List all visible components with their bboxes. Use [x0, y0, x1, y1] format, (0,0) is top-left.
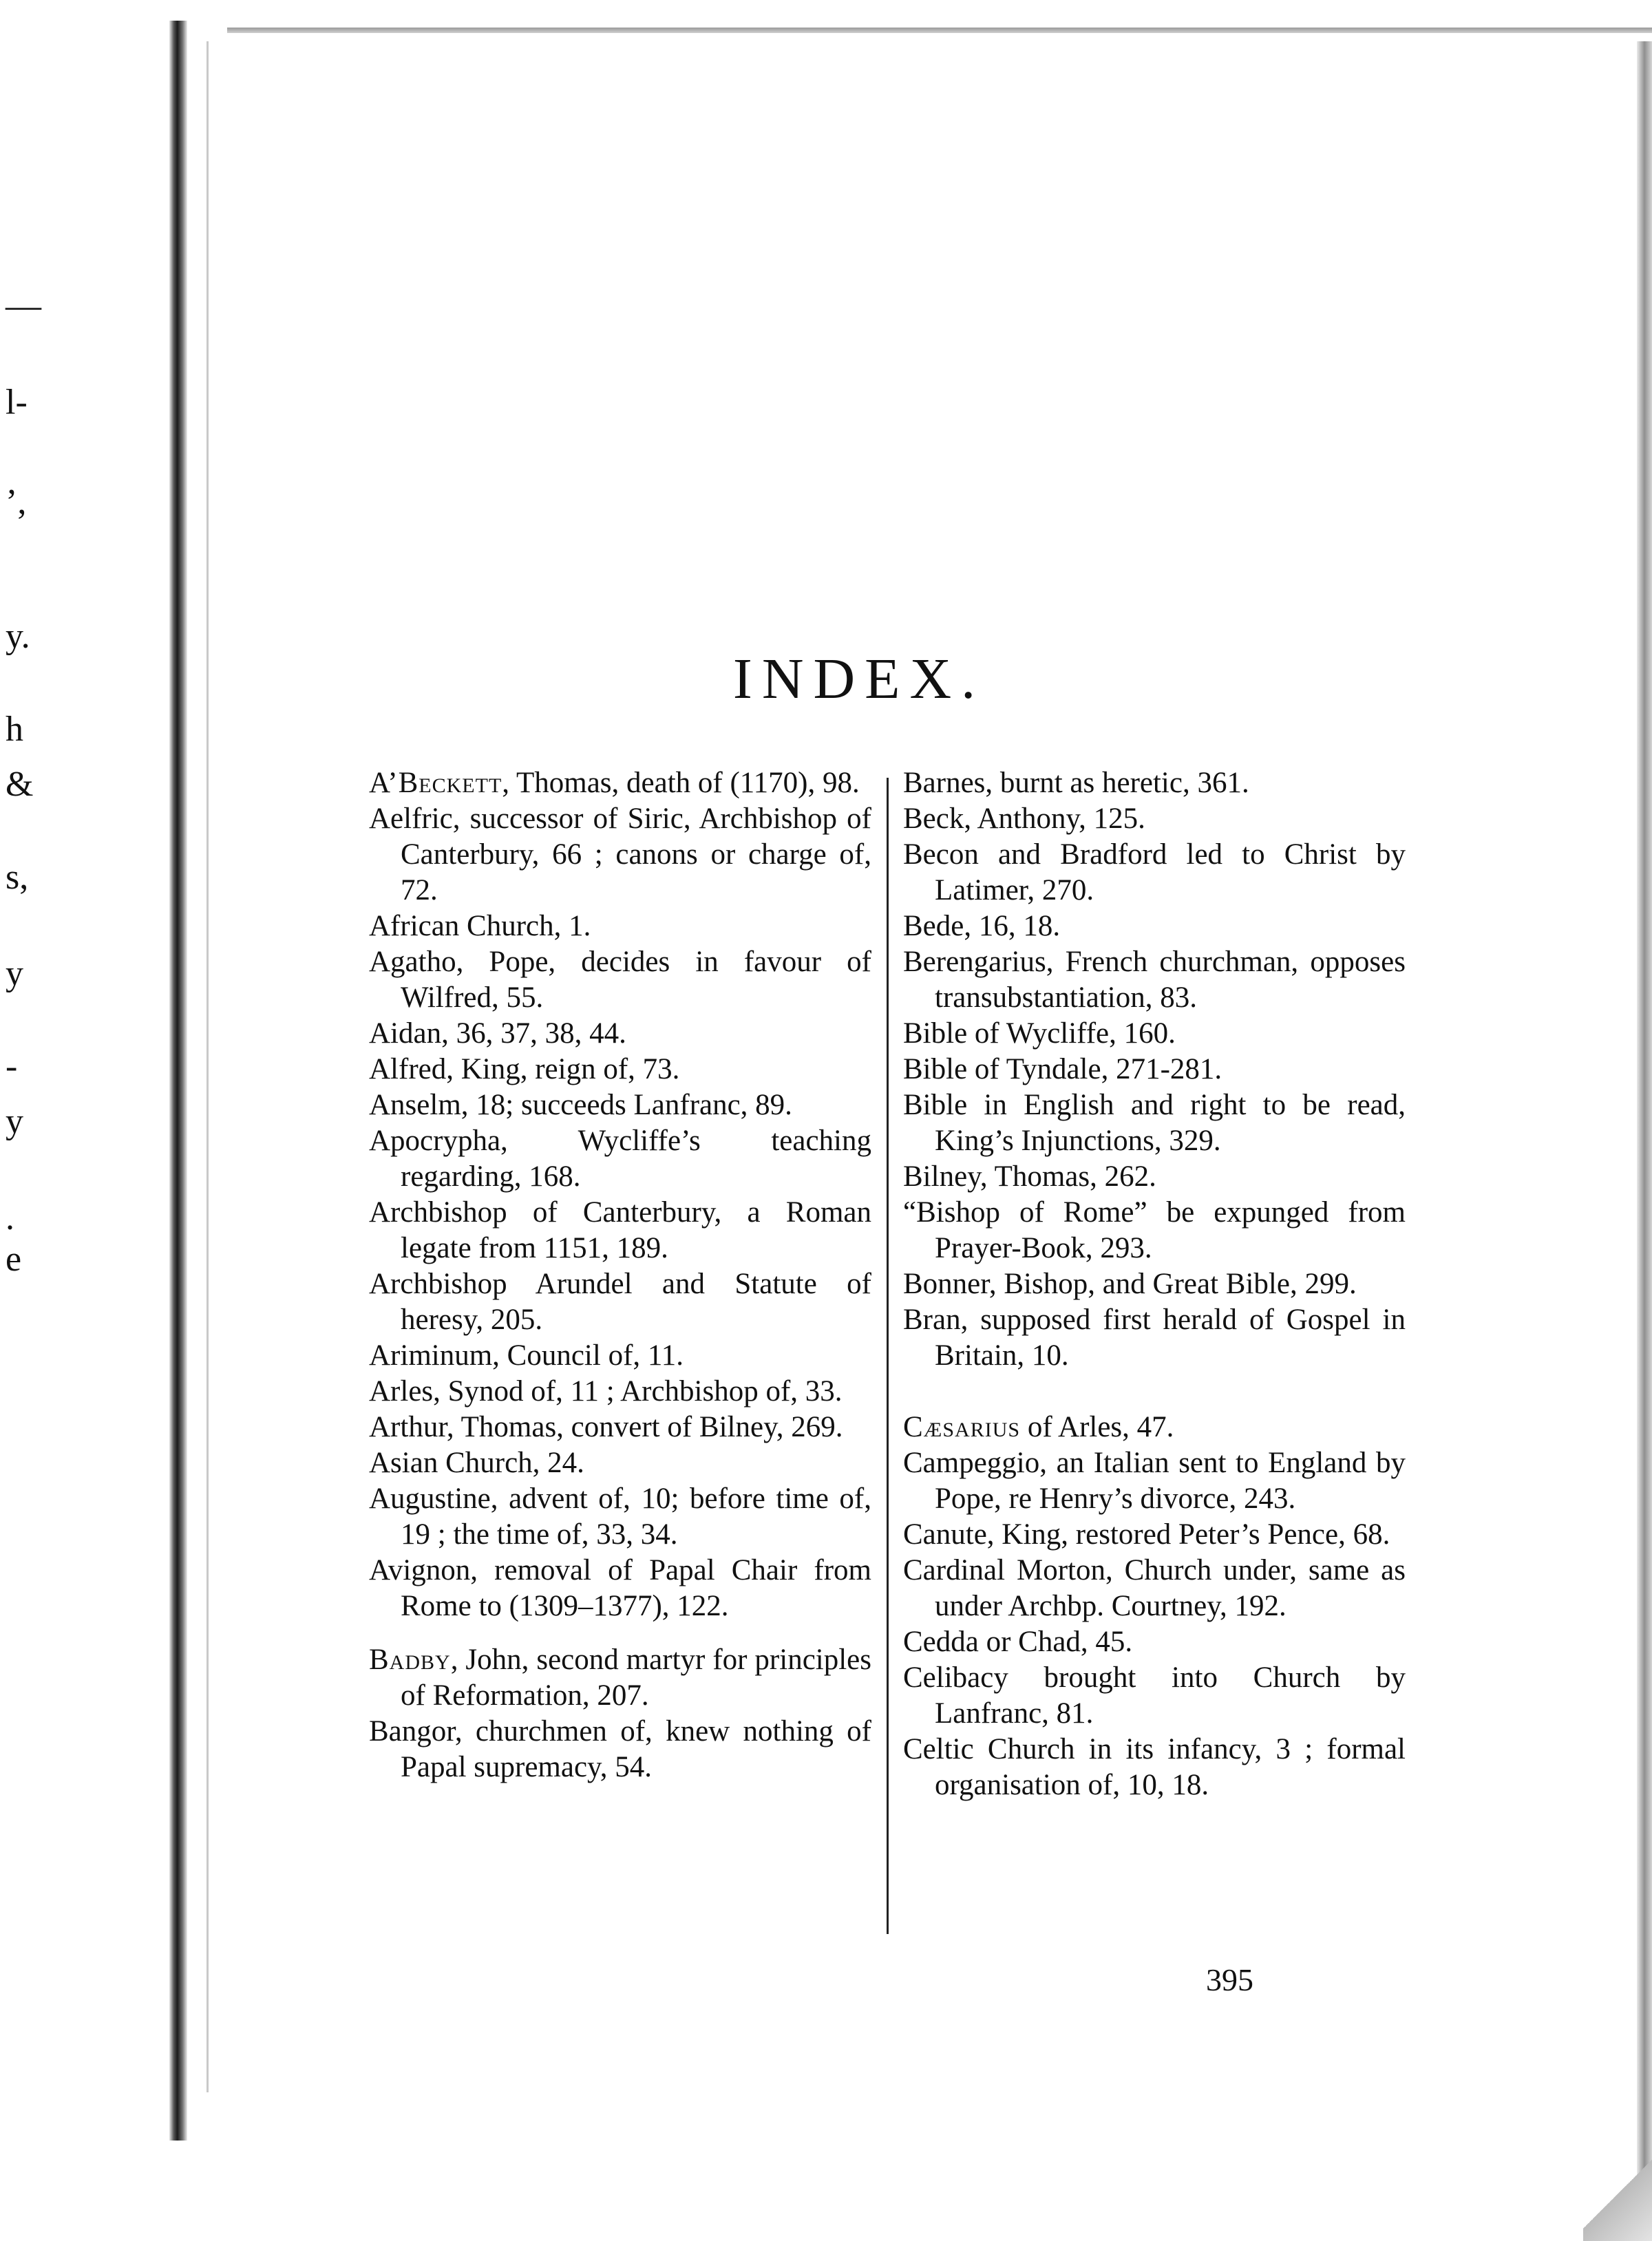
- index-entry: Bangor, churchmen of, knew nothing of Papal supremacy, 54.: [369, 1715, 871, 1783]
- index-entry: Berengarius, French churchman, opposes transubstantiation, 83.: [903, 946, 1406, 1014]
- index-entry: Celibacy brought into Church by Lanfranc, 81.: [903, 1661, 1406, 1730]
- index-entry: Aidan, 36, 37, 38, 44.: [369, 1017, 626, 1050]
- index-entry: [369, 765, 871, 801]
- entry-head: Badby: [369, 1644, 451, 1676]
- margin-fragment: y.: [6, 617, 30, 656]
- index-entry: Barnes, burnt as heretic, 361.: [903, 767, 1249, 799]
- index-entry: Bonner, Bishop, and Great Bible, 299.: [903, 1268, 1357, 1300]
- index-entry: Campeggio, an Italian sent to England by Pope, re Henry’s divorce, 243.: [903, 1447, 1406, 1515]
- page-corner-curl: [1583, 2147, 1652, 2241]
- gutter-line: [206, 41, 209, 2092]
- index-entry: Becon and Bradford led to Christ by Latimer, 270.: [903, 838, 1406, 906]
- page-number: 395: [1206, 1962, 1253, 1997]
- entry-head: A’Beckett: [369, 767, 502, 799]
- index-entry: Agatho, Pope, decides in favour of Wilfred, 55.: [369, 946, 871, 1014]
- index-entry: Bede, 16, 18.: [903, 910, 1061, 942]
- index-entry: “Bishop of Rome” be expunged from Prayer-Book, 293.: [903, 1196, 1406, 1264]
- index-entry: Bible of Tyndale, 271-281.: [903, 1053, 1222, 1085]
- index-entry: Bible in English and right to be read, King’s Injunctions, 329.: [903, 1089, 1406, 1157]
- entry-text: , John, second martyr for principles of Reformation, 207.: [401, 1644, 871, 1712]
- entry-text: , Thomas, death of (1170), 98.: [502, 767, 860, 799]
- margin-fragment: &: [6, 765, 34, 804]
- margin-fragment: -: [6, 1047, 18, 1086]
- index-entry: [369, 1642, 871, 1714]
- index-entry: Apocrypha, Wycliffe’s teaching regarding, 168.: [369, 1125, 871, 1193]
- facing-page-edge: [0, 0, 172, 2241]
- index-entry: Celtic Church in its infancy, 3 ; formal organisation of, 10, 18.: [903, 1733, 1406, 1801]
- margin-fragment: h: [6, 710, 23, 749]
- margin-fragment: ’,: [6, 482, 27, 522]
- index-entry: African Church, 1.: [369, 910, 591, 942]
- index-entry: Bilney, Thomas, 262.: [903, 1160, 1156, 1193]
- index-entry: Archbishop of Canterbury, a Roman legate from 1151, 189.: [369, 1196, 871, 1264]
- index-entry: Arles, Synod of, 11 ; Archbishop of, 33.: [369, 1375, 843, 1408]
- index-entry: Bible of Wycliffe, 160.: [903, 1017, 1176, 1050]
- margin-fragment: —: [6, 286, 41, 326]
- index-entry: Anselm, 18; succeeds Lanfranc, 89.: [369, 1089, 792, 1121]
- index-entry: Arthur, Thomas, convert of Bilney, 269.: [369, 1411, 843, 1443]
- index-entry: Asian Church, 24.: [369, 1447, 584, 1479]
- index-entry: Bran, supposed first herald of Gospel in Britain, 10.: [903, 1304, 1406, 1372]
- book-spine-shadow: [169, 21, 187, 2141]
- index-column-right: [903, 765, 1406, 1803]
- column-divider: [887, 778, 889, 1934]
- index-entry: Avignon, removal of Papal Chair from Rome to (1309–1377), 122.: [369, 1554, 871, 1622]
- index-entry: Ariminum, Council of, 11.: [369, 1339, 684, 1372]
- index-column-left: [369, 765, 871, 1785]
- index-entry: Archbishop Arundel and Statute of heresy, 205.: [369, 1268, 871, 1336]
- index-entry: Aelfric, successor of Siric, Archbishop of Canterbury, 66 ; canons or charge of, 72.: [369, 803, 871, 906]
- index-entry: [903, 1410, 1406, 1445]
- index-entry: Cardinal Morton, Church under, same as under Archbp. Courtney, 192.: [903, 1554, 1406, 1622]
- margin-fragment: y: [6, 954, 23, 993]
- page-top-edge: [227, 28, 1652, 33]
- margin-fragment: s,: [6, 858, 29, 897]
- index-entry: Beck, Anthony, 125.: [903, 803, 1145, 835]
- entry-head: Cæsarius: [903, 1411, 1021, 1443]
- index-entry: Cedda or Chad, 45.: [903, 1626, 1133, 1658]
- margin-fragment: e: [6, 1240, 22, 1279]
- margin-fragment: l-: [6, 383, 28, 422]
- margin-fragment: .: [6, 1198, 14, 1238]
- margin-fragment: y: [6, 1102, 23, 1141]
- entry-text: of Arles, 47.: [1020, 1411, 1174, 1443]
- index-entry: Alfred, King, reign of, 73.: [369, 1053, 680, 1085]
- index-entry: Augustine, advent of, 10; before time of, 19 ; the time of, 33, 34.: [369, 1483, 871, 1551]
- page-title: INDEX.: [732, 647, 986, 711]
- index-entry: Canute, King, restored Peter’s Pence, 68.: [903, 1518, 1390, 1551]
- page-right-edge: [1637, 41, 1652, 2241]
